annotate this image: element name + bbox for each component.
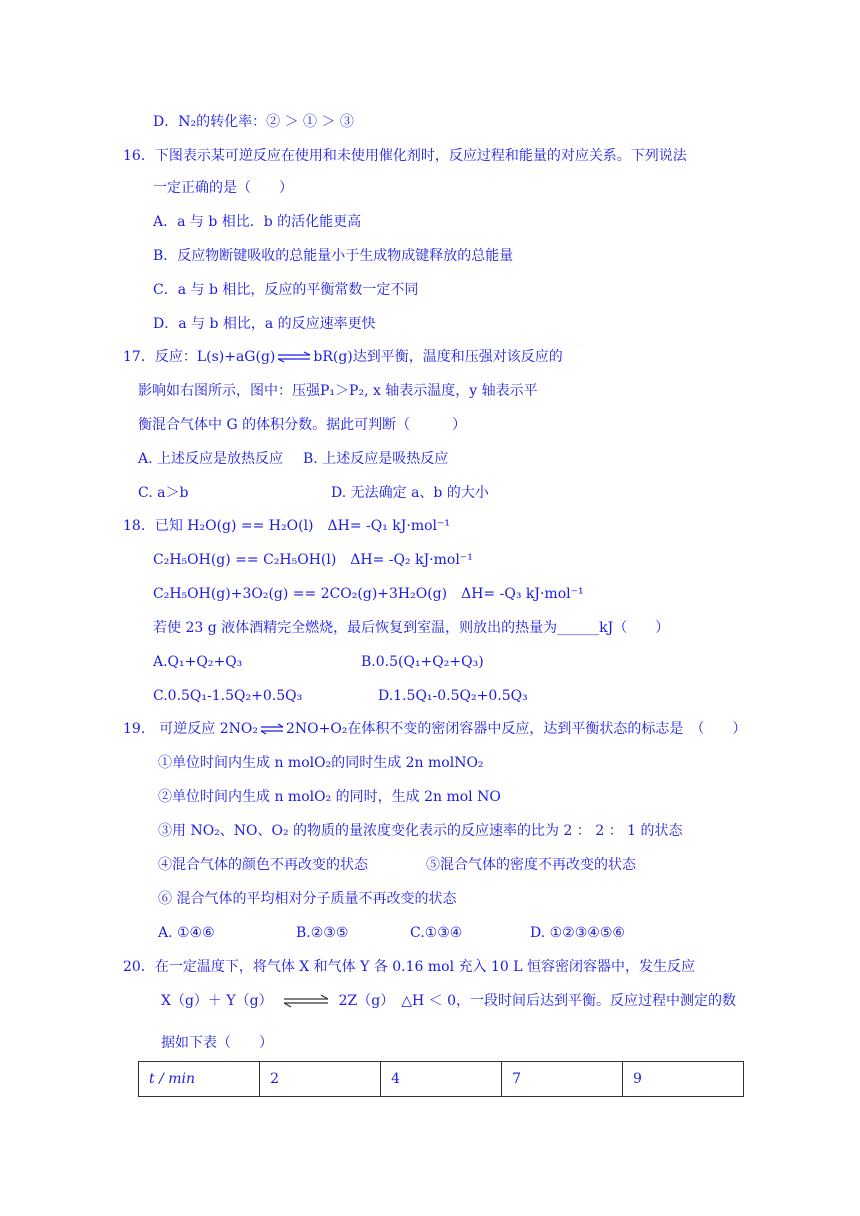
q17-stem-line-1 <box>123 347 563 367</box>
q19-option-d: D. ①②③④⑤⑥ <box>530 925 625 941</box>
q19-stem <box>123 719 746 739</box>
q17-option-c: C. a＞b <box>138 485 189 501</box>
q19-item-5: ⑤混合气体的密度不再改变的状态 <box>426 857 636 873</box>
reversible-arrow-icon <box>283 994 329 1008</box>
q18-equation-3: C₂H₅OH(g)+3O₂(g) == 2CO₂(g)+3H₂O(g) ΔH= -Q₃ kJ·mol⁻¹ <box>153 586 584 602</box>
q19-item-2: ②单位时间内生成 n molO₂ 的同时，生成 2n mol NO <box>158 789 501 805</box>
q16-stem-line-2: 一定正确的是（ ） <box>153 180 293 196</box>
table-header-cell: 4 <box>381 1062 502 1097</box>
q16-stem-line-1: 16．下图表示某可逆反应在使用和未使用催化剂时，反应过程和能量的对应关系。下列说法 <box>123 148 687 164</box>
data-table <box>138 1061 744 1097</box>
q18-option-d: D.1.5Q₁-0.5Q₂+0.5Q₃ <box>378 688 528 704</box>
q16-option-d: D．a 与 b 相比，a 的反应速率更快 <box>153 316 376 332</box>
q16-option-c: C．a 与 b 相比，反应的平衡常数一定不同 <box>153 282 419 298</box>
q18-equation-2: C₂H₅OH(g) == C₂H₅OH(l) ΔH= -Q₂ kJ·mol⁻¹ <box>153 552 473 568</box>
q18-option-b: B.0.5(Q₁+Q₂+Q₃) <box>361 654 484 670</box>
q19-item-3: ③用 NO₂、NO、O₂ 的物质的量浓度变化表示的反应速率的比为 2 ： 2 ： 1 的状态 <box>158 823 683 839</box>
q19-item-1: ①单位时间内生成 n molO₂的同时生成 2n molNO₂ <box>158 755 484 771</box>
table-header-cell: t / min <box>139 1062 260 1097</box>
q20-equation-pre: X（g）＋ Y（g） <box>161 993 273 1009</box>
q17-stem-pre: 17．反应：L(s)+aG(g) <box>123 349 276 365</box>
q19-stem-pre: 19. 可逆反应 2NO₂ <box>123 721 258 737</box>
table-row <box>139 1062 744 1097</box>
q20-equation-post: 2Z（g） △H ＜ 0，一段时间后达到平衡。反应过程中测定的数 <box>338 993 736 1009</box>
q19-item-6: ⑥ 混合气体的平均相对分子质量不再改变的状态 <box>158 891 457 907</box>
q20-equation <box>161 991 736 1011</box>
reversible-arrow-icon <box>277 351 311 363</box>
q17-option-d: D. 无法确定 a、b 的大小 <box>331 485 489 501</box>
q19-option-c: C.①③④ <box>410 925 463 941</box>
q20-stem-line-1: 20．在一定温度下，将气体 X 和气体 Y 各 0.16 mol 充入 10 L 恒容密闭容器中，发生反应 <box>123 959 695 975</box>
q17-stem-line-3: 衡混合气体中 G 的体积分数。据此可判断（ ） <box>138 417 467 433</box>
q19-option-b: B.②③⑤ <box>296 925 349 941</box>
table-header-cell: 7 <box>502 1062 623 1097</box>
q16-option-b: B．反应物断键吸收的总能量小于生成物成键释放的总能量 <box>153 248 514 264</box>
q19-stem-post: 2NO+O₂在体积不变的密闭容器中反应，达到平衡状态的标志是 （ ） <box>285 721 747 737</box>
q18-equation-1: 18．已知 H₂O(g) == H₂O(l) ΔH= -Q₁ kJ·mol⁻¹ <box>123 518 451 534</box>
q17-stem-post: bR(g)达到平衡，温度和压强对该反应的 <box>313 349 563 365</box>
q18-option-a: A.Q₁+Q₂+Q₃ <box>153 654 243 670</box>
q20-stem-line-3: 据如下表（ ） <box>161 1035 273 1051</box>
q17-option-a: A. 上述反应是放热反应 <box>138 451 284 467</box>
reversible-arrow-icon <box>260 723 284 735</box>
q19-item-4: ④混合气体的颜色不再改变的状态 <box>158 857 368 873</box>
table-header-cell: 2 <box>260 1062 381 1097</box>
q16-option-a: A．a 与 b 相比．b 的活化能更高 <box>153 214 362 230</box>
q18-option-c: C.0.5Q₁-1.5Q₂+0.5Q₃ <box>153 688 303 704</box>
table-header-cell: 9 <box>623 1062 744 1097</box>
q18-stem: 若使 23 g 液体酒精完全燃烧，最后恢复到室温，则放出的热量为______kJ（ ） <box>153 620 670 636</box>
q17-option-b: B. 上述反应是吸热反应 <box>303 451 449 467</box>
q17-stem-line-2: 影响如右图所示，图中：压强P₁＞P₂, x 轴表示温度，y 轴表示平 <box>138 383 538 399</box>
q15-option-d: D．N₂的转化率：② ＞ ① ＞ ③ <box>153 114 354 130</box>
q19-option-a: A. ①④⑥ <box>158 925 215 941</box>
stray-mark: · <box>580 343 582 350</box>
